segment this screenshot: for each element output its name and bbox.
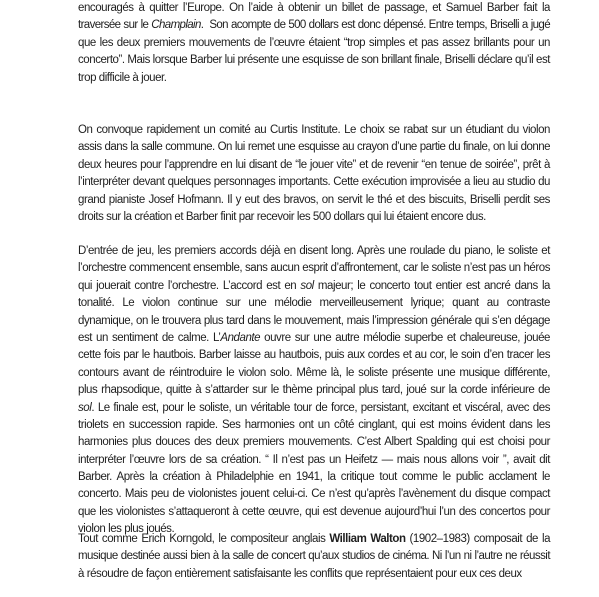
italic-text: Champlain bbox=[151, 19, 201, 32]
paragraph-concerto-analysis bbox=[78, 243, 550, 539]
italic-text: sol bbox=[300, 279, 314, 292]
text-segment: majeur; le concerto tout entier est ancré dans la bbox=[313, 279, 550, 292]
text-segment: l’interpréter devant quelques personnages importants. Cette exécution improvisée a lieu au studio du bbox=[78, 176, 550, 189]
text-segment: contours avant de réintroduire le violon solo. Même là, le soliste présente une musique différente, bbox=[78, 366, 550, 379]
text-line bbox=[78, 295, 550, 312]
text-line bbox=[78, 504, 550, 521]
text-line bbox=[78, 417, 550, 434]
text-segment: harmonies plus douces des deux premiers mouvements. C’est Albert Spalding qui est choisi pour bbox=[78, 436, 550, 449]
text-line bbox=[78, 209, 550, 226]
text-segment: triolets en succession rapide. Ses harmonies ont un côté cinglant, qui est moins évident dans les bbox=[78, 418, 550, 431]
text-segment: concerto. Mais peu de violonistes jouent celui-ci. Ce n’est qu’après l’avènement du disque compact bbox=[78, 488, 550, 501]
text-line bbox=[78, 452, 550, 469]
text-segment: Barber. Après la création à Philadelphie en 1941, la critique tout comme le public acclament le bbox=[78, 471, 550, 484]
text-segment: grand pianiste Josef Hofmann. Il y eut des bravos, on servit le thé et des biscuits, Briselli perdit ses bbox=[78, 193, 550, 206]
text-segment: On convoque rapidement un comité au Curtis Institute. Le choix se rabat sur un étudiant du violon bbox=[78, 124, 550, 136]
text-segment: violon les plus joués. bbox=[78, 523, 175, 536]
text-segment: qui jouerait contre l’orchestre. L’accord est en bbox=[78, 279, 301, 292]
text-line bbox=[78, 0, 550, 17]
text-line bbox=[78, 52, 550, 69]
text-line bbox=[78, 70, 550, 87]
paragraph-voyage-champlain bbox=[78, 0, 550, 87]
text-line bbox=[78, 400, 550, 417]
text-segment: tonalité. Le violon continue sur une mélodie merveilleusement lyrique; quant au contraste bbox=[78, 297, 550, 310]
text-segment: musique destinée aussi bien à la salle de concert qu’aux studios de cinéma. Ni l’un ni l’autre ne réussit bbox=[78, 550, 550, 563]
text-segment: ouvre sur une autre mélodie superbe et chaleureuse, jouée bbox=[260, 331, 550, 344]
text-line bbox=[78, 548, 550, 565]
text-line bbox=[78, 566, 550, 583]
text-line bbox=[78, 313, 550, 330]
text-segment: droits sur la création et Barber finit par recevoir les 500 dollars qui lui étaient encore dus. bbox=[78, 210, 486, 223]
text-segment: deux heures pour l’apprendre en lui disant de “le jouer vite” et de revenir “en tenue de soirée”, prêt à bbox=[78, 158, 550, 171]
text-segment: cette fois par le hautbois. Barber laisse au hautbois, puis aux cordes et au cor, le soin d’en tracer les bbox=[78, 349, 550, 362]
text-segment: que les violonistes s’attaqueront à cette œuvre, qui est devenue aujourd’hui l’un des concertos pour bbox=[78, 505, 550, 518]
text-line bbox=[78, 278, 550, 295]
text-segment: Tout comme Erich Korngold, le compositeur anglais bbox=[78, 533, 330, 545]
bold-text: William Walton bbox=[329, 533, 406, 545]
text-line bbox=[78, 486, 550, 503]
text-segment: (1902–1983) composait de la bbox=[405, 533, 551, 545]
text-segment: à résoudre de façon entièrement satisfaisante les conflits que représentaient pour eux ces deux bbox=[78, 567, 522, 580]
text-segment: que les deux premiers mouvements de l’œuvre étaient “trop simples et pas assez brillants pour un bbox=[78, 36, 550, 49]
text-line bbox=[78, 17, 550, 34]
italic-text: Andante bbox=[220, 331, 261, 344]
text-segment: concerto”. Mais lorsque Barber lui présente une esquisse de son brillant finale, Briselli déclare qu’il est bbox=[78, 54, 550, 67]
text-segment: interpréter l’œuvre lors de sa création. “ Il n’est pas un Heifetz — mais nous allons voir ”, avait dit bbox=[78, 453, 550, 466]
text-segment: plus rhapsodique, quitte à s’attarder sur le thème principal plus tard, joué sur la corde inférieure de bbox=[78, 384, 550, 397]
text-line bbox=[78, 382, 550, 399]
text-line bbox=[78, 243, 550, 260]
text-line bbox=[78, 330, 550, 347]
text-segment: . Le finale est, pour le soliste, un véritable tour de force, persistant, excitant et viscéral, avec des bbox=[91, 401, 550, 414]
text-segment: traversée sur le bbox=[78, 19, 152, 32]
paragraph-william-walton bbox=[78, 531, 550, 583]
text-line bbox=[78, 434, 550, 451]
text-segment: D’entrée de jeu, les premiers accords déjà en disent long. Après une roulade du piano, le soliste et bbox=[78, 245, 550, 257]
text-line bbox=[78, 347, 550, 364]
text-segment: . Son acompte de 500 dollars est donc dépensé. Entre temps, Briselli a jugé bbox=[200, 19, 550, 32]
text-line bbox=[78, 531, 550, 548]
text-segment: encouragés à quitter l’Europe. On l’aide à obtenir un billet de passage, et Samuel Barber fait la bbox=[78, 2, 550, 14]
text-line bbox=[78, 260, 550, 277]
italic-text: sol bbox=[78, 401, 92, 414]
text-line bbox=[78, 157, 550, 174]
text-segment: est un sentiment de calme. L’ bbox=[78, 331, 221, 344]
text-segment: l’orchestre commencent ensemble, sans aucun esprit d’affrontement, car le soliste n’est pas un héros bbox=[78, 262, 550, 275]
text-line bbox=[78, 469, 550, 486]
text-line bbox=[78, 139, 550, 156]
text-line bbox=[78, 365, 550, 382]
text-line bbox=[78, 192, 550, 209]
text-segment: trop difficile à jouer. bbox=[78, 71, 167, 84]
text-line bbox=[78, 35, 550, 52]
text-segment: assis dans la salle commune. On lui remet une esquisse au crayon d’une partie du finale, on lui donne bbox=[78, 141, 550, 154]
text-line bbox=[78, 122, 550, 139]
paragraph-curtis-institute bbox=[78, 122, 550, 226]
text-segment: dynamique, on le trouvera plus tard dans le mouvement, mais l’impression générale qui s’en dégage bbox=[78, 314, 550, 327]
text-line bbox=[78, 174, 550, 191]
